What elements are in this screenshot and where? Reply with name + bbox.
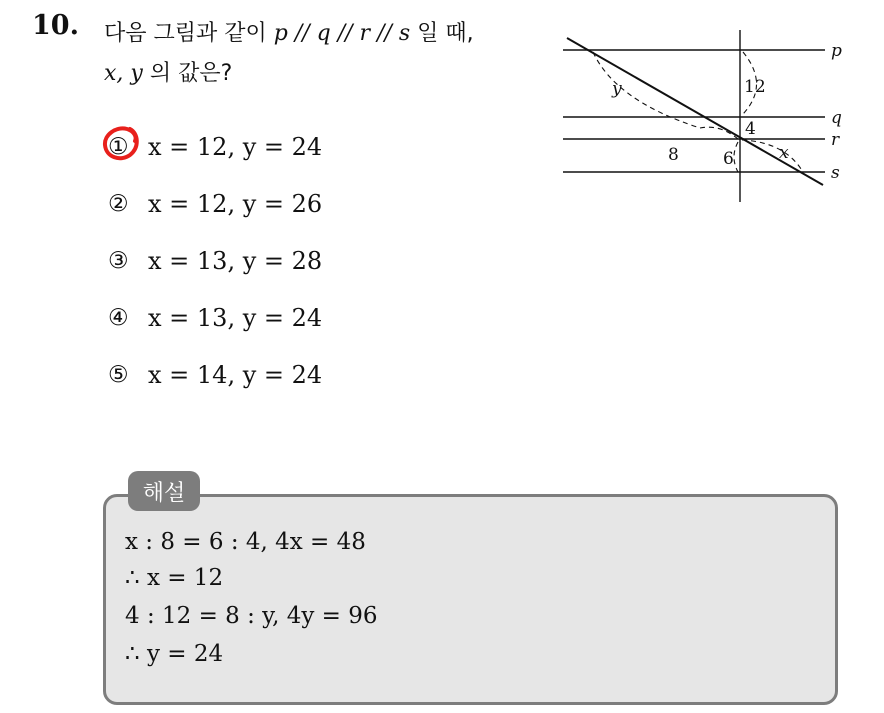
question-number: 10. [32,10,79,41]
brace-y [593,52,697,127]
choice-1[interactable] [108,131,322,163]
choice-number: ① [108,134,129,160]
choice-number: ⑤ [108,362,129,388]
question-parallel-math: p // q // r // s [273,21,411,46]
choice-text: x = 13, y = 24 [148,304,323,332]
choice-text: x = 12, y = 26 [148,190,323,218]
choice-number: ③ [108,248,129,274]
choice-number: ④ [108,305,129,331]
label-12: 12 [744,77,766,97]
choice-3[interactable] [108,245,322,277]
label-8: 8 [668,145,679,165]
label-p: p [831,41,842,61]
solution-line: x : 8 = 6 : 4, 4x = 48 [125,529,366,555]
choice-number: ② [108,191,129,217]
question-text-line-1 [104,16,474,47]
label-6: 6 [723,149,734,169]
solution-tab: 해설 [128,471,200,511]
solution-line: ∴ x = 12 [125,565,224,591]
question-text-line-2 [104,56,232,87]
label-4: 4 [745,119,756,139]
choice-2[interactable] [108,188,322,220]
choice-4[interactable] [108,302,322,334]
choice-text: x = 14, y = 24 [148,361,323,389]
choice-5[interactable] [108,359,322,391]
label-y: y [612,79,622,99]
label-s: s [831,163,840,183]
question-prefix: 다음 그림과 같이 [104,21,267,46]
parallel-lines-diagram [555,30,855,208]
question-variables: x, y [104,61,143,86]
choice-text: x = 13, y = 28 [148,247,323,275]
choice-text: x = 12, y = 24 [148,133,323,161]
solution-line: ∴ y = 24 [125,641,224,667]
solution-line: 4 : 12 = 8 : y, 4y = 96 [125,603,378,629]
label-r: r [831,130,840,150]
question-ask: 의 값은? [149,61,233,86]
brace-6 [734,142,738,172]
solution-box [103,494,838,705]
label-x: x [779,143,789,163]
question-suffix: 일 때, [417,21,474,46]
label-q: q [831,108,842,128]
